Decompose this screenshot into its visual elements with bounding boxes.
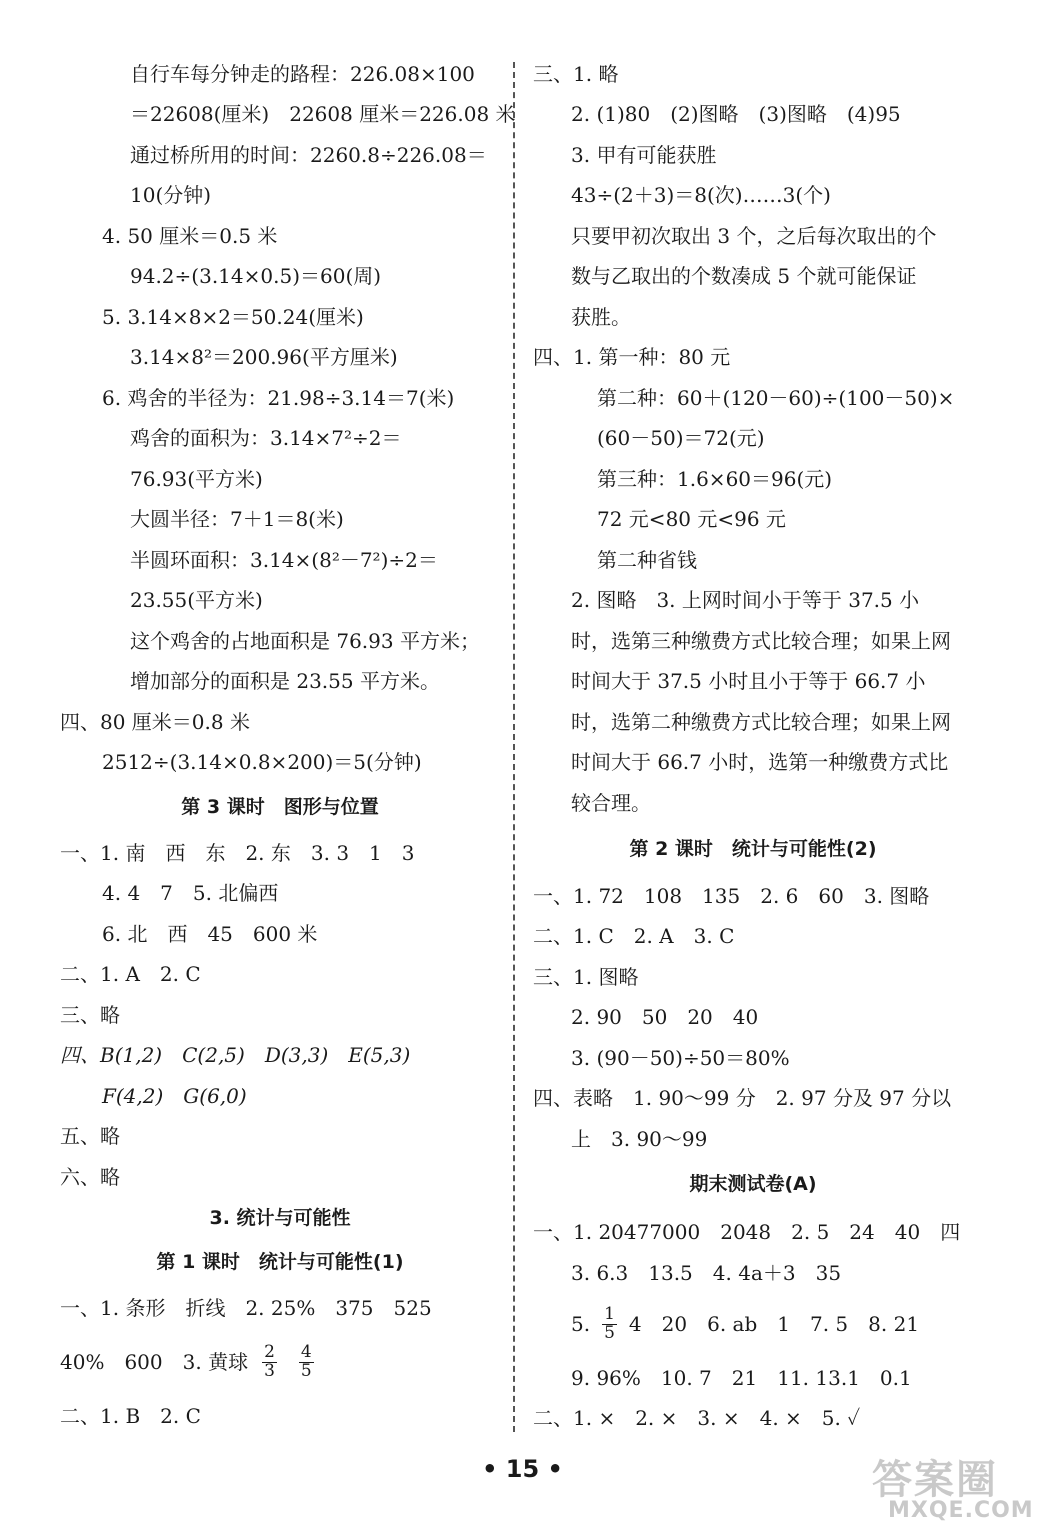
fraction-numerator: 4 <box>300 1342 312 1362</box>
text-line: ＝22608(厘米) 22608 厘米＝226.08 米 <box>130 102 516 126</box>
text-line: 三、1. 略 <box>533 62 619 86</box>
text-line: 自行车每分钟走的路程：226.08×100 <box>130 62 475 86</box>
text-line: 76.93(平方米) <box>130 467 263 491</box>
text-line: 2512÷(3.14×0.8×200)＝5(分钟) <box>102 750 422 774</box>
text-line: 43÷(2＋3)＝8(次)……3(个) <box>571 183 831 207</box>
watermark-logo <box>862 1448 1042 1532</box>
text-line: 只要甲初次取出 3 个，之后每次取出的个 <box>571 224 937 248</box>
section-heading: 第 2 课时 统计与可能性(2) <box>629 838 877 860</box>
text-line: 时，选第二种缴费方式比较合理；如果上网 <box>571 710 951 734</box>
text-line: 9. 96% 10. 7 21 11. 13.1 0.1 <box>571 1366 912 1390</box>
text-line: 二、1. × 2. × 3. × 4. × 5. ✓ <box>533 1406 861 1430</box>
text-line: 二、1. C 2. A 3. C <box>533 924 735 948</box>
watermark-url: MXQE.COM <box>888 1498 1034 1523</box>
text-line: 增加部分的面积是 23.55 平方米。 <box>130 669 440 693</box>
text-line: 五、略 <box>60 1124 120 1148</box>
text-line: 一、1. 条形 折线 2. 25% 375 525 <box>60 1296 432 1320</box>
text-line: 四、80 厘米＝0.8 米 <box>60 710 250 734</box>
text-line: 一、1. 20477000 2048 2. 5 24 40 四 <box>533 1220 961 1244</box>
chapter-heading: 3. 统计与可能性 <box>209 1207 351 1229</box>
text-line: 6. 鸡舍的半径为：21.98÷3.14＝7(米) <box>102 386 455 410</box>
text-line: 3. (90－50)÷50＝80% <box>571 1046 790 1070</box>
text-line: 三、略 <box>60 1003 120 1027</box>
fraction-denominator: 5 <box>300 1360 312 1381</box>
text-line: 第三种：1.6×60＝96(元) <box>597 467 833 491</box>
text-line: 3. 甲有可能获胜 <box>571 143 717 167</box>
text-line: 4. 4 7 5. 北偏西 <box>102 881 279 905</box>
text-line: 40% 600 3. 黄球 <box>60 1350 249 1375</box>
text-line: 半圆环面积：3.14×(8²－7²)÷2＝ <box>130 548 438 572</box>
question-number: 5. <box>571 1312 591 1337</box>
text-line: 四、1. 第一种：80 元 <box>533 345 731 369</box>
text-line: 3. 6.3 13.5 4. 4a＋3 35 <box>571 1261 842 1285</box>
text-line: 一、1. 72 108 135 2. 6 60 3. 图略 <box>533 884 930 908</box>
section-heading: 第 3 课时 图形与位置 <box>181 796 379 818</box>
text-line: 2. (1)80 (2)图略 (3)图略 (4)95 <box>571 102 901 126</box>
text-line: 4 20 6. ab 1 7. 5 8. 21 <box>628 1312 920 1337</box>
fraction <box>602 1306 617 1343</box>
text-line: 四、B(1,2) C(2,5) D(3,3) E(5,3) <box>60 1043 411 1067</box>
text-line: 大圆半径：7＋1＝8(米) <box>130 507 344 531</box>
text-line: 鸡舍的面积为：3.14×7²÷2＝ <box>130 426 402 450</box>
text-line: 10(分钟) <box>130 183 212 207</box>
text-line: 二、1. B 2. C <box>60 1404 201 1428</box>
text-line: 较合理。 <box>571 791 651 815</box>
text-line-with-fraction <box>571 1306 919 1343</box>
text-line: 六、略 <box>60 1165 120 1189</box>
text-line: 时间大于 66.7 小时，选第一种缴费方式比 <box>571 750 949 774</box>
text-line: 3.14×8²＝200.96(平方厘米) <box>130 345 398 369</box>
fraction <box>262 1344 277 1381</box>
text-line: 时，选第三种缴费方式比较合理；如果上网 <box>571 629 951 653</box>
fraction-numerator: 2 <box>264 1342 275 1362</box>
text-line: 三、1. 图略 <box>533 965 639 989</box>
text-line: 94.2÷(3.14×0.5)＝60(周) <box>130 264 382 288</box>
text-line-with-fractions <box>60 1344 320 1381</box>
fraction <box>299 1344 314 1381</box>
text-line: 2. 90 50 20 40 <box>571 1005 759 1029</box>
page-number: • 15 • <box>482 1455 563 1483</box>
text-line: 6. 北 西 45 600 米 <box>102 922 318 946</box>
text-line: 4. 50 厘米＝0.5 米 <box>102 224 278 248</box>
text-line: 23.55(平方米) <box>130 588 263 612</box>
text-line: 通过桥所用的时间：2260.8÷226.08＝ <box>130 143 487 167</box>
text-line: 上 3. 90～99 <box>571 1127 708 1151</box>
watermark-text: 答案圈 <box>872 1457 998 1503</box>
text-line: 数与乙取出的个数凑成 5 个就可能保证 <box>571 264 917 288</box>
text-line: 时间大于 37.5 小时且小于等于 66.7 小 <box>571 669 926 693</box>
text-line: (60－50)＝72(元) <box>597 426 765 450</box>
text-line: F(4,2) G(6,0) <box>102 1084 247 1108</box>
fraction-denominator: 3 <box>264 1360 275 1381</box>
section-heading: 第 1 课时 统计与可能性(1) <box>156 1251 404 1273</box>
text-line: 72 元<80 元<96 元 <box>597 507 786 531</box>
text-line: 四、表略 1. 90～99 分 2. 97 分及 97 分以 <box>533 1086 952 1110</box>
text-line: 二、1. A 2. C <box>60 962 201 986</box>
text-line: 一、1. 南 西 东 2. 东 3. 3 1 3 <box>60 841 415 865</box>
text-line: 这个鸡舍的占地面积是 76.93 平方米； <box>130 629 480 653</box>
text-line: 5. 3.14×8×2＝50.24(厘米) <box>102 305 364 329</box>
section-heading: 期末测试卷(A) <box>689 1173 817 1195</box>
text-line: 第二种省钱 <box>597 548 697 572</box>
fraction-denominator: 5 <box>604 1322 615 1343</box>
fraction-numerator: 1 <box>604 1304 615 1324</box>
text-line: 获胜。 <box>571 305 631 329</box>
text-line: 第二种：60＋(120－60)÷(100－50)× <box>597 386 955 410</box>
column-divider <box>513 62 515 1432</box>
text-line: 2. 图略 3. 上网时间小于等于 37.5 小 <box>571 588 920 612</box>
